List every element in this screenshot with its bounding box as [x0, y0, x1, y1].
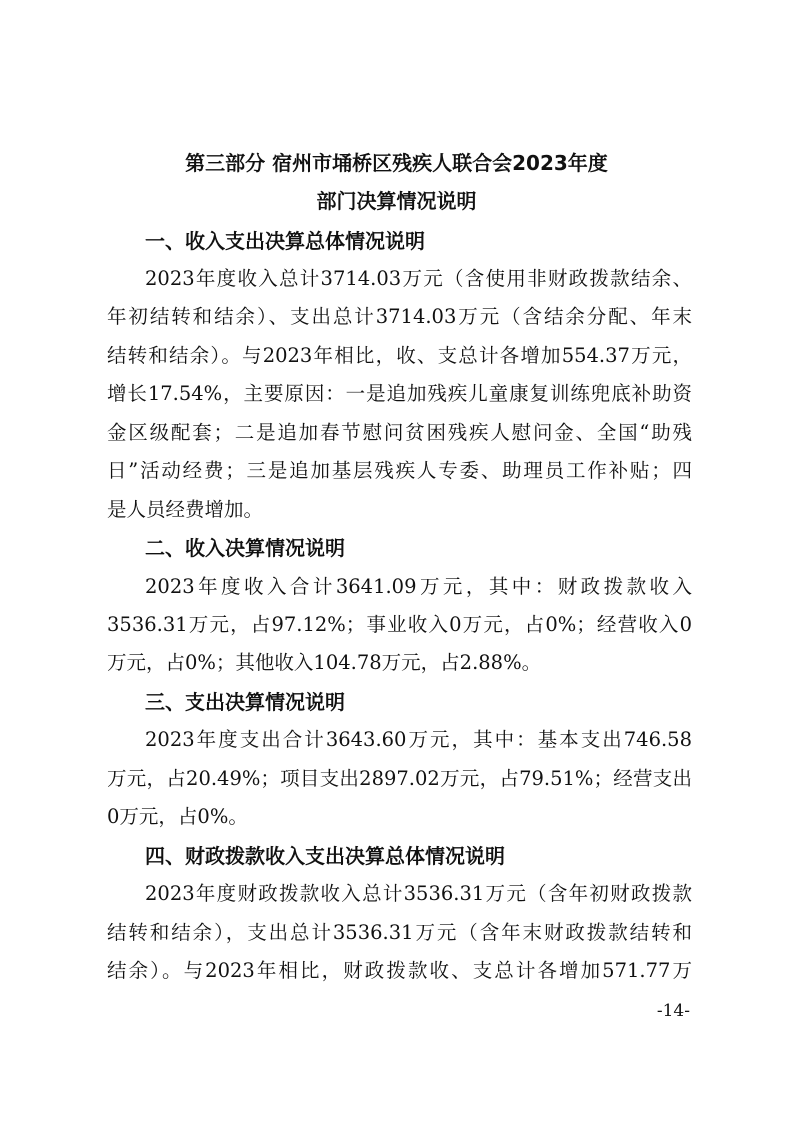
paragraph-line: 结转和结余）。与2023年相比，收、支总计各增加554.37万元， — [107, 344, 692, 367]
page-number: -14- — [656, 1001, 690, 1021]
paragraph-line: 日”活动经费；三是追加基层残疾人专委、助理员工作补贴；四 — [107, 459, 692, 482]
section-heading-2: 二、收入决算情况说明 — [145, 536, 345, 560]
paragraph-line: 年初结转和结余）、支出总计3714.03万元（含结余分配、年末 — [107, 305, 692, 328]
paragraph-line: 增长17.54%，主要原因：一是追加残疾儿童康复训练兜底补助资 — [107, 382, 692, 405]
paragraph-line: 结转和结余），支出总计3536.31万元（含年末财政拨款结转和 — [107, 921, 692, 944]
paragraph-line: 0万元，占0%。 — [107, 805, 248, 828]
paragraph-line: 结余）。与2023年相比，财政拨款收、支总计各增加571.77万 — [107, 959, 692, 982]
paragraph-line: 是人员经费增加。 — [107, 498, 264, 521]
paragraph-line: 万元，占0%；其他收入104.78万元，占2.88%。 — [107, 651, 542, 674]
paragraph-line: 金区级配套；二是追加春节慰问贫困残疾人慰问金、全国“助残 — [107, 421, 692, 444]
paragraph-line: 万元，占20.49%；项目支出2897.02万元，占79.51%；经营支出 — [107, 767, 692, 790]
document-title-line-1: 第三部分 宿州市埇桥区残疾人联合会2023年度 — [185, 151, 608, 175]
paragraph-line: 2023年度财政拨款收入总计3536.31万元（含年初财政拨款 — [145, 882, 692, 905]
paragraph-line: 2023年度收入总计3714.03万元（含使用非财政拨款结余、 — [145, 267, 692, 290]
document-title-line-2: 部门决算情况说明 — [316, 189, 477, 213]
paragraph-line: 3536.31万元，占97.12%；事业收入0万元，占0%；经营收入0 — [107, 613, 692, 636]
section-heading-1: 一、收入支出决算总体情况说明 — [145, 229, 425, 253]
section-heading-4: 四、财政拨款收入支出决算总体情况说明 — [145, 844, 505, 868]
section-heading-3: 三、支出决算情况说明 — [145, 690, 345, 714]
paragraph-line: 2023年度收入合计3641.09万元，其中：财政拨款收入 — [145, 575, 692, 598]
paragraph-line: 2023年度支出合计3643.60万元，其中：基本支出746.58 — [145, 728, 692, 751]
